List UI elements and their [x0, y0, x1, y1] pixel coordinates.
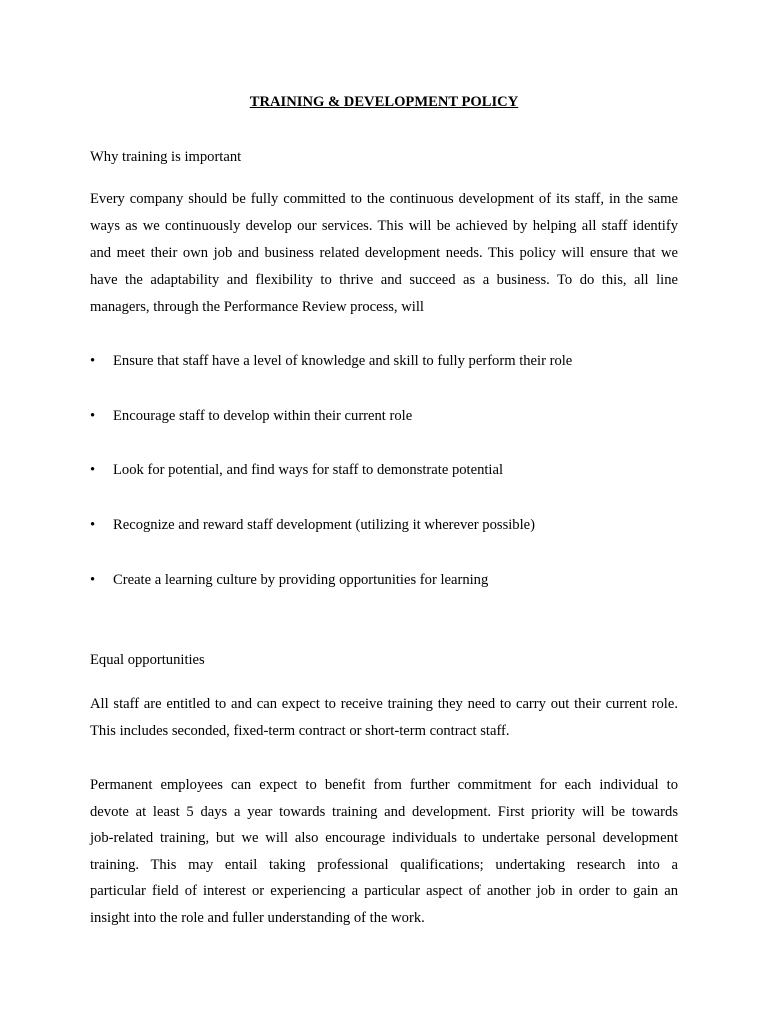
- paragraph-line: have the adaptability and flexibility to thrive and succeed as a business. To do this, all line: [90, 271, 678, 288]
- paragraph-line: managers, through the Performance Review process, will: [90, 298, 424, 315]
- list-item-text: Encourage staff to develop within their current role: [113, 408, 413, 424]
- paragraph-line: particular field of interest or experiencing a particular aspect of another job in order to gain an: [90, 883, 678, 899]
- paragraph-line: job-related training, but we will also encourage individuals to undertake personal development: [90, 830, 678, 846]
- bullet-icon: •: [90, 408, 96, 424]
- list-item-text: Ensure that staff have a level of knowledge and skill to fully perform their role: [113, 353, 573, 369]
- equal-opportunities-paragraph: [90, 691, 678, 745]
- paragraph-line: and meet their own job and business related development needs. This policy will ensure that we: [90, 244, 678, 261]
- paragraph-line: insight into the role and fuller understanding of the work.: [90, 909, 425, 926]
- paragraph-line: devote at least 5 days a year towards training and development. First priority will be towards: [90, 803, 678, 820]
- bullet-icon: •: [90, 462, 96, 478]
- intro-paragraph: [90, 186, 678, 320]
- section-heading-why-training: Why training is important: [90, 149, 242, 165]
- paragraph-line: Permanent employees can expect to benefit from further commitment for each individual to: [90, 777, 678, 793]
- permanent-employees-paragraph: [90, 772, 678, 931]
- paragraph-line: training. This may entail taking professional qualifications; undertaking research into a: [90, 856, 678, 873]
- bullet-icon: •: [90, 517, 96, 533]
- paragraph-line: This includes seconded, fixed-term contract or short-term contract staff.: [90, 722, 510, 739]
- bullet-icon: •: [90, 572, 96, 588]
- paragraph-line: ways as we continuously develop our services. This will be achieved by helping all staff identify: [90, 217, 678, 234]
- section-heading-equal-opportunities: Equal opportunities: [90, 652, 205, 668]
- document-title: TRAINING & DEVELOPMENT POLICY: [249, 94, 519, 110]
- list-item-text: Look for potential, and find ways for staff to demonstrate potential: [113, 462, 504, 478]
- bullet-icon: •: [90, 353, 96, 369]
- list-item-text: Create a learning culture by providing opportunities for learning: [113, 572, 489, 588]
- paragraph-line: All staff are entitled to and can expect to receive training they need to carry out their current role.: [90, 696, 678, 712]
- paragraph-line: Every company should be fully committed to the continuous development of its staff, in the same: [90, 191, 678, 207]
- list-item-text: Recognize and reward staff development (utilizing it wherever possible): [113, 517, 535, 533]
